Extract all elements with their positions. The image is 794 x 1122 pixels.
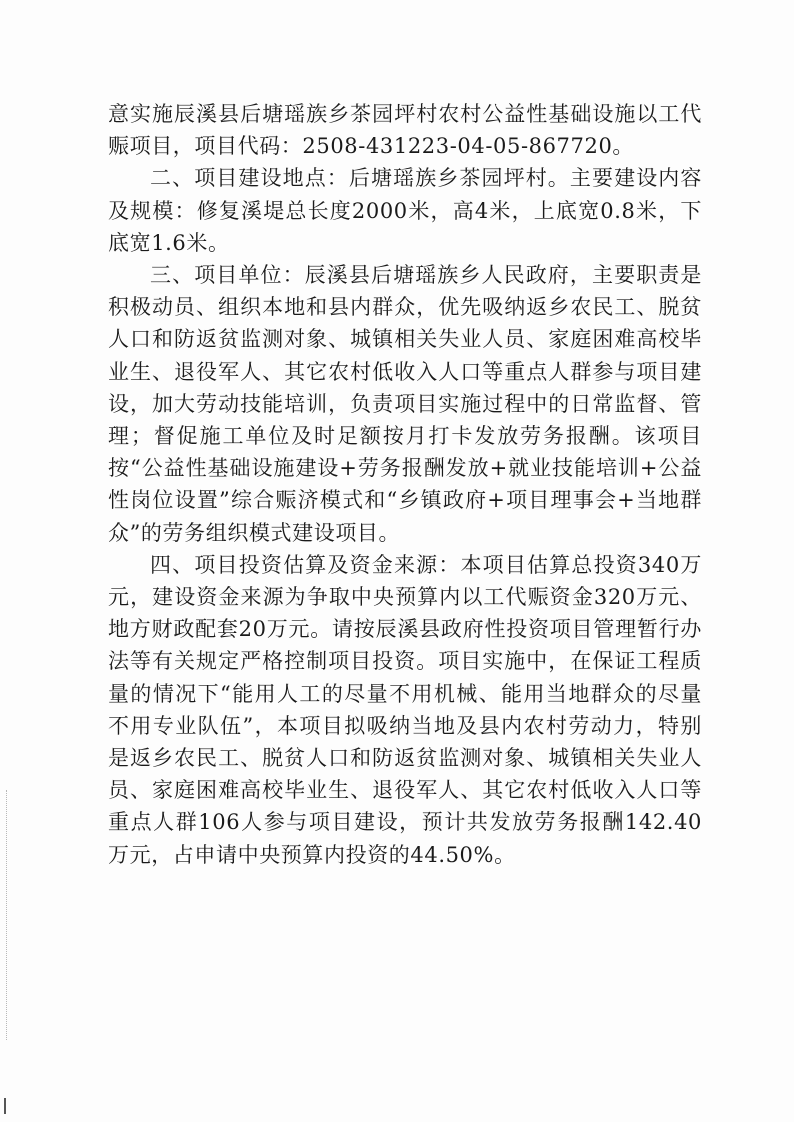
paragraph-continuation: 意实施辰溪县后塘瑶族乡茶园坪村农村公益性基础设施以工代赈项目，项目代码：2508-431223-04-05-867720。 (108, 102, 702, 159)
paragraph-project-unit: 三、项目单位：辰溪县后塘瑶族乡人民政府，主要职责是积极动员、组织本地和县内群众，优先吸纳返乡农民工、脱贫人口和防返贫监测对象、城镇相关失业人员、家庭困难高校毕业生、退役军人、其它农村低收入人口等重点人群参与项目建设，加大劳动技能培训，负责项目实施过程中的日常监督、管理；督促施工单位及时足额按月打卡发放劳务报酬。该项目按“公益性基础设施建设+劳务报酬发放+就业技能培训+公益性岗位设置”综合赈济模式和“乡镇政府+项目理事会+当地群众”的劳务组织模式建设项目。 (108, 263, 702, 545)
binding-edge-line (6, 790, 8, 1040)
paragraph-project-location: 二、项目建设地点：后塘瑶族乡茶园坪村。主要建设内容及规模：修复溪堤总长度2000米，高4米，上底宽0.8米，下底宽1.6米。 (108, 166, 702, 255)
document-body (108, 98, 702, 871)
binding-edge-mark (4, 1098, 6, 1114)
paragraph-investment-funding: 四、项目投资估算及资金来源：本项目估算总投资340万元，建设资金来源为争取中央预算内以工代赈资金320万元、地方财政配套20万元。请按辰溪县政府性投资项目管理暂行办法等有关规定严格控制项目投资。项目实施中，在保证工程质量的情况下“能用人工的尽量不用机械、能用当地群众的尽量不用专业队伍”，本项目拟吸纳当地及县内农村劳动力，特别是返乡农民工、脱贫人口和防返贫监测对象、城镇相关失业人员、家庭困难高校毕业生、退役军人、其它农村低收入人口等重点人群106人参与项目建设，预计共发放劳务报酬142.40万元，占申请中央预算内投资的44.50%。 (108, 552, 702, 867)
